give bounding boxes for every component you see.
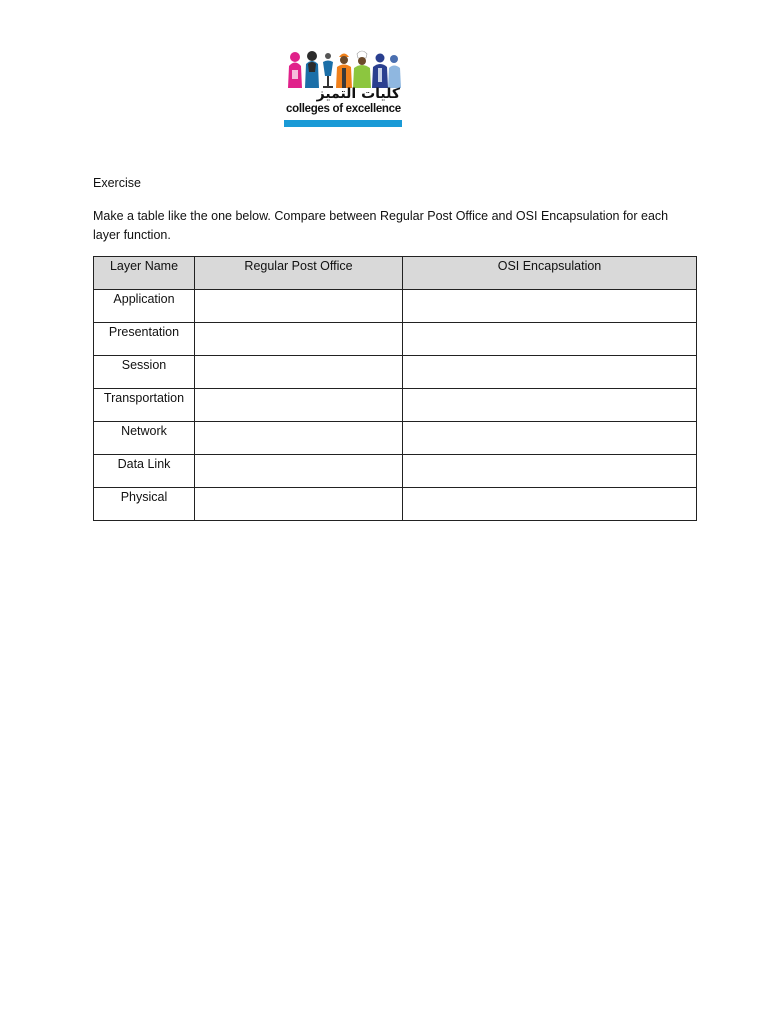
table-row (94, 389, 697, 422)
layer-name-cell: Transportation (94, 389, 195, 422)
logo-arabic-text: كليات التميز (316, 86, 400, 102)
header-layer-name: Layer Name (94, 257, 195, 290)
post-office-cell (195, 488, 403, 521)
osi-cell (403, 389, 697, 422)
table-row (94, 323, 697, 356)
logo-blue-bar (284, 120, 402, 127)
logo-english-text: colleges of excellence (286, 103, 401, 115)
osi-cell (403, 488, 697, 521)
table-row (94, 356, 697, 389)
header-osi-encapsulation: OSI Encapsulation (403, 257, 697, 290)
post-office-cell (195, 290, 403, 323)
table-row (94, 455, 697, 488)
table-row (94, 290, 697, 323)
header-regular-post-office: Regular Post Office (195, 257, 403, 290)
post-office-cell (195, 455, 403, 488)
osi-cell (403, 356, 697, 389)
layer-name-cell: Network (94, 422, 195, 455)
post-office-cell (195, 356, 403, 389)
table-header-row (94, 257, 697, 290)
logo-figures-icon (284, 48, 404, 90)
comparison-table (93, 256, 697, 521)
osi-cell (403, 323, 697, 356)
exercise-heading: Exercise (93, 176, 141, 190)
layer-name-cell: Data Link (94, 455, 195, 488)
post-office-cell (195, 389, 403, 422)
instructions-paragraph: Make a table like the one below. Compare between Regular Post Office and OSI Encapsulation for each layer function. (93, 209, 669, 242)
osi-cell (403, 290, 697, 323)
colleges-of-excellence-logo (284, 48, 404, 130)
post-office-cell (195, 422, 403, 455)
layer-name-cell: Application (94, 290, 195, 323)
table-row (94, 422, 697, 455)
table-row (94, 488, 697, 521)
osi-cell (403, 422, 697, 455)
post-office-cell (195, 323, 403, 356)
layer-name-cell: Presentation (94, 323, 195, 356)
layer-name-cell: Session (94, 356, 195, 389)
layer-name-cell: Physical (94, 488, 195, 521)
osi-cell (403, 455, 697, 488)
